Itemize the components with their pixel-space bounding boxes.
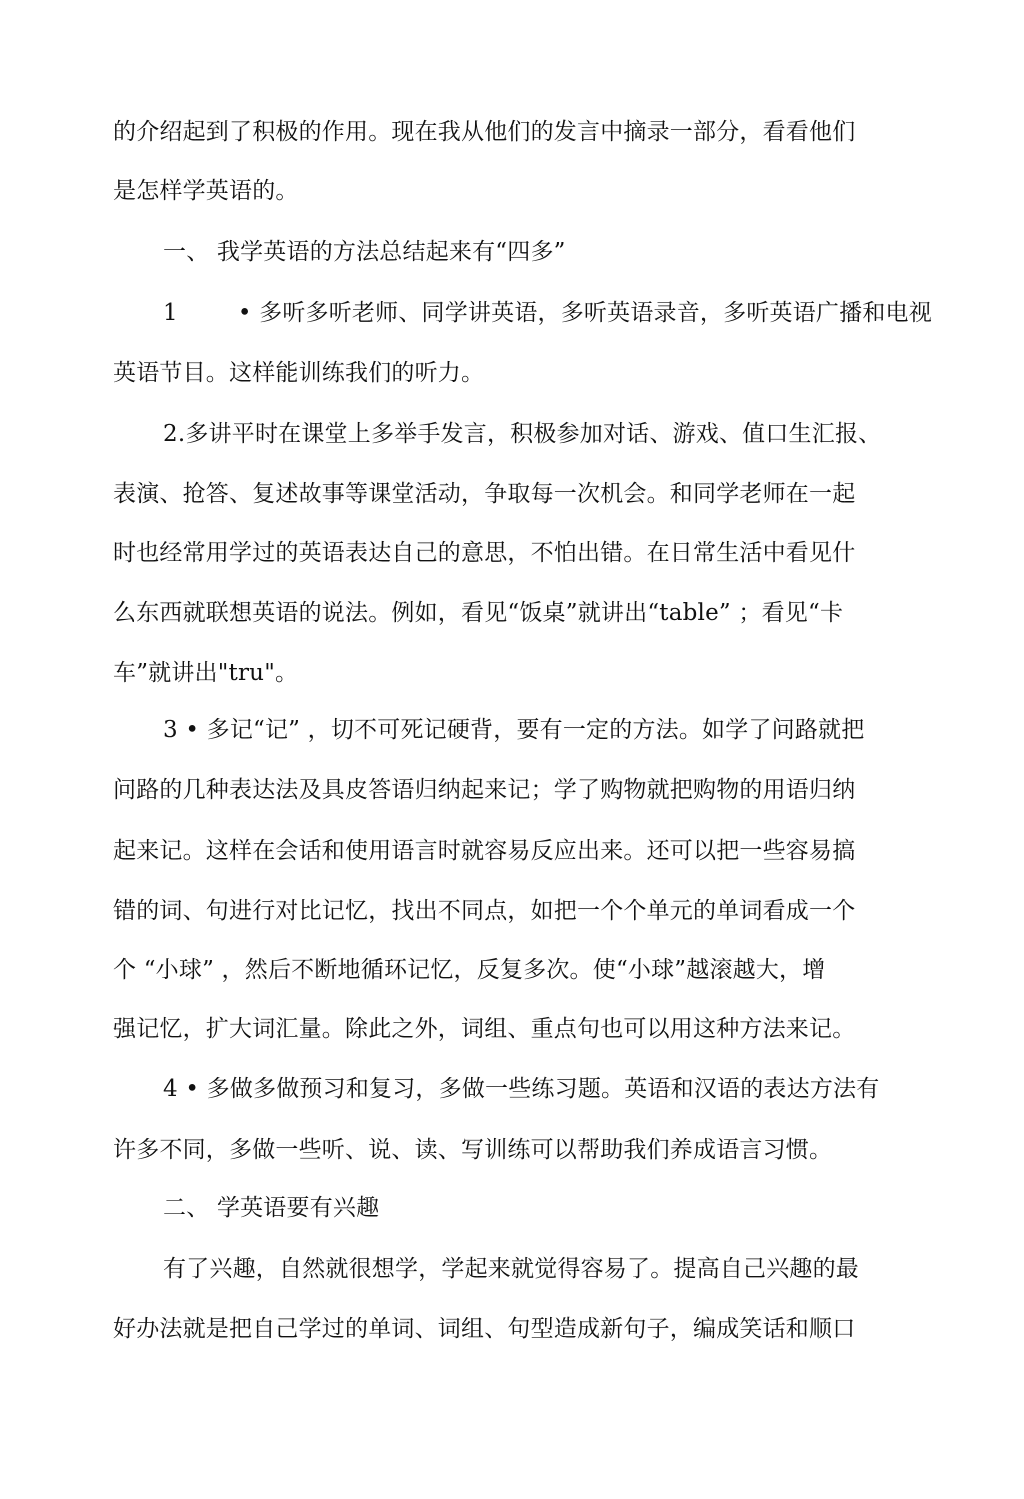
text-line: 个 “小球” ，然后不断地循环记忆，反复多次。使“小球”越滚越大，增	[113, 957, 826, 983]
text-line: 有了兴趣，自然就很想学，学起来就觉得容易了。提高自己兴趣的最	[163, 1256, 859, 1282]
section-heading: 二、 学英语要有兴趣	[163, 1195, 380, 1221]
text-line: 英语节目。这样能训练我们的听力。	[113, 360, 485, 386]
text-line: 错的词、句进行对比记忆，找出不同点，如把一个个单元的单词看成一个	[113, 898, 856, 924]
text-line: • 多听多听老师、同学讲英语，多听英语录音，多听英语广播和电视	[237, 300, 932, 326]
text-line: 3 • 多记“记” ，切不可死记硬背，要有一定的方法。如学了问路就把	[163, 717, 865, 743]
section-heading: 一、 我学英语的方法总结起来有“四多”	[163, 239, 566, 265]
text-line: 表演、抢答、复述故事等课堂活动，争取每一次机会。和同学老师在一起	[113, 481, 856, 507]
text-line: 起来记。这样在会话和使用语言时就容易反应出来。还可以把一些容易搞	[113, 838, 856, 864]
text-line: 是怎样学英语的。	[113, 178, 299, 204]
text-line: 问路的几种表达法及具皮答语归纳起来记；学了购物就把购物的用语归纳	[113, 777, 856, 803]
list-item-1	[163, 299, 932, 327]
text-line: 车”就讲出"tru"。	[113, 660, 299, 686]
text-line: 许多不同，多做一些听、说、读、写训练可以帮助我们养成语言习惯。	[113, 1137, 833, 1163]
text-line: 2.多讲平时在课堂上多举手发言，积极参加对话、游戏、值口生汇报、	[163, 421, 882, 447]
text-line: 好办法就是把自己学过的单词、词组、句型造成新句子，编成笑话和顺口	[113, 1316, 856, 1342]
text-line: 4 • 多做多做预习和复习，多做一些练习题。英语和汉语的表达方法有	[163, 1076, 880, 1102]
text-line: 么东西就联想英语的说法。例如，看见“饭桌”就讲出“table” ；看见“卡	[113, 600, 844, 626]
text-line: 强记忆，扩大词汇量。除此之外，词组、重点句也可以用这种方法来记。	[113, 1016, 856, 1042]
text-line: 的介绍起到了积极的作用。现在我从他们的发言中摘录一部分，看看他们	[113, 119, 856, 145]
text-line: 时也经常用学过的英语表达自己的意思，不怕出错。在日常生活中看见什	[113, 540, 856, 566]
list-number: 1	[163, 300, 178, 326]
